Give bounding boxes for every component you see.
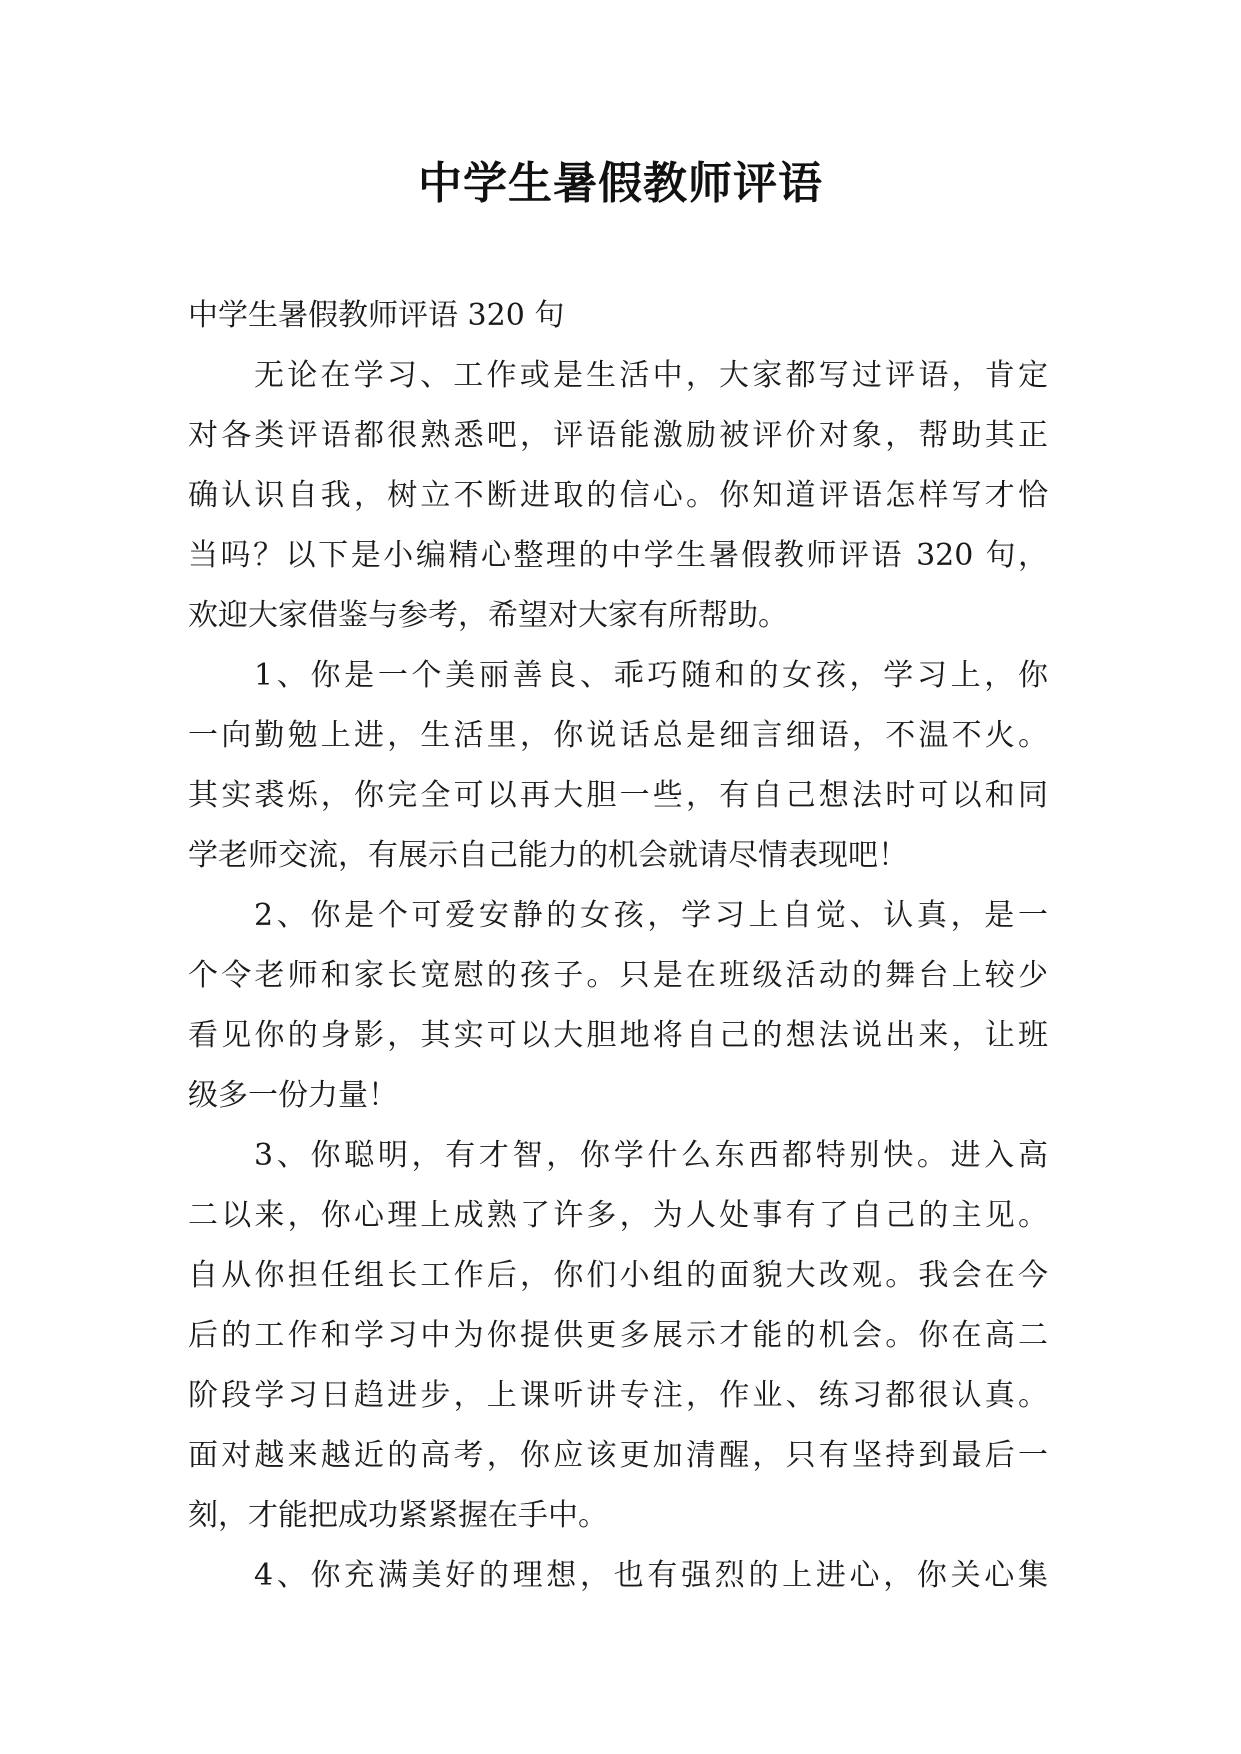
paragraph-line: 面对越来越近的高考，你应该更加清醒，只有坚持到最后一 [188,1438,1048,1473]
paragraph-comment-4 [188,1546,1048,1606]
paragraph-line: 阶段学习日趋进步，上课听讲专注，作业、练习都很认真。 [188,1378,1048,1413]
paragraph-line: 刻，才能把成功紧紧握在手中。 [188,1498,608,1533]
paragraph-line: 对各类评语都很熟悉吧，评语能激励被评价对象，帮助其正 [188,418,1048,453]
paragraph-line: 个令老师和家长宽慰的孩子。只是在班级活动的舞台上较少 [188,958,1048,993]
document-title: 中学生暑假教师评语 [418,158,823,209]
paragraph-line: 当吗？以下是小编精心整理的中学生暑假教师评语 320 句， [188,538,1048,573]
document-subtitle: 中学生暑假教师评语 320 句 [188,298,565,333]
paragraph-comment-2 [188,886,1048,1126]
paragraph-line: 级多一份力量！ [188,1078,398,1113]
paragraph-line: 自从你担任组长工作后，你们小组的面貌大改观。我会在今 [188,1258,1048,1293]
paragraph-line: 欢迎大家借鉴与参考，希望对大家有所帮助。 [188,598,788,633]
paragraph-line: 一向勤勉上进，生活里，你说话总是细言细语，不温不火。 [188,718,1048,753]
paragraph-line: 确认识自我，树立不断进取的信心。你知道评语怎样写才恰 [188,478,1048,513]
paragraph-line: 学老师交流，有展示自己能力的机会就请尽情表现吧！ [188,838,908,873]
paragraph-intro [188,346,1048,646]
paragraph-line: 后的工作和学习中为你提供更多展示才能的机会。你在高二 [188,1318,1048,1353]
document-body [188,286,1048,1606]
paragraph-line: 二以来，你心理上成熟了许多，为人处事有了自己的主见。 [188,1198,1048,1233]
paragraph-comment-1 [188,646,1048,886]
paragraph-line: 4、你充满美好的理想，也有强烈的上进心，你关心集 [254,1558,1048,1593]
paragraph-line: 无论在学习、工作或是生活中，大家都写过评语，肯定 [254,358,1048,393]
paragraph-line: 1、你是一个美丽善良、乖巧随和的女孩，学习上，你 [254,658,1048,693]
paragraph-line: 看见你的身影，其实可以大胆地将自己的想法说出来，让班 [188,1018,1048,1053]
paragraph-comment-3 [188,1126,1048,1546]
paragraph-line: 其实裘烁，你完全可以再大胆一些，有自己想法时可以和同 [188,778,1048,813]
paragraph-line: 3、你聪明，有才智，你学什么东西都特别快。进入高 [254,1138,1048,1173]
paragraph-line: 2、你是个可爱安静的女孩，学习上自觉、认真，是一 [254,898,1048,933]
